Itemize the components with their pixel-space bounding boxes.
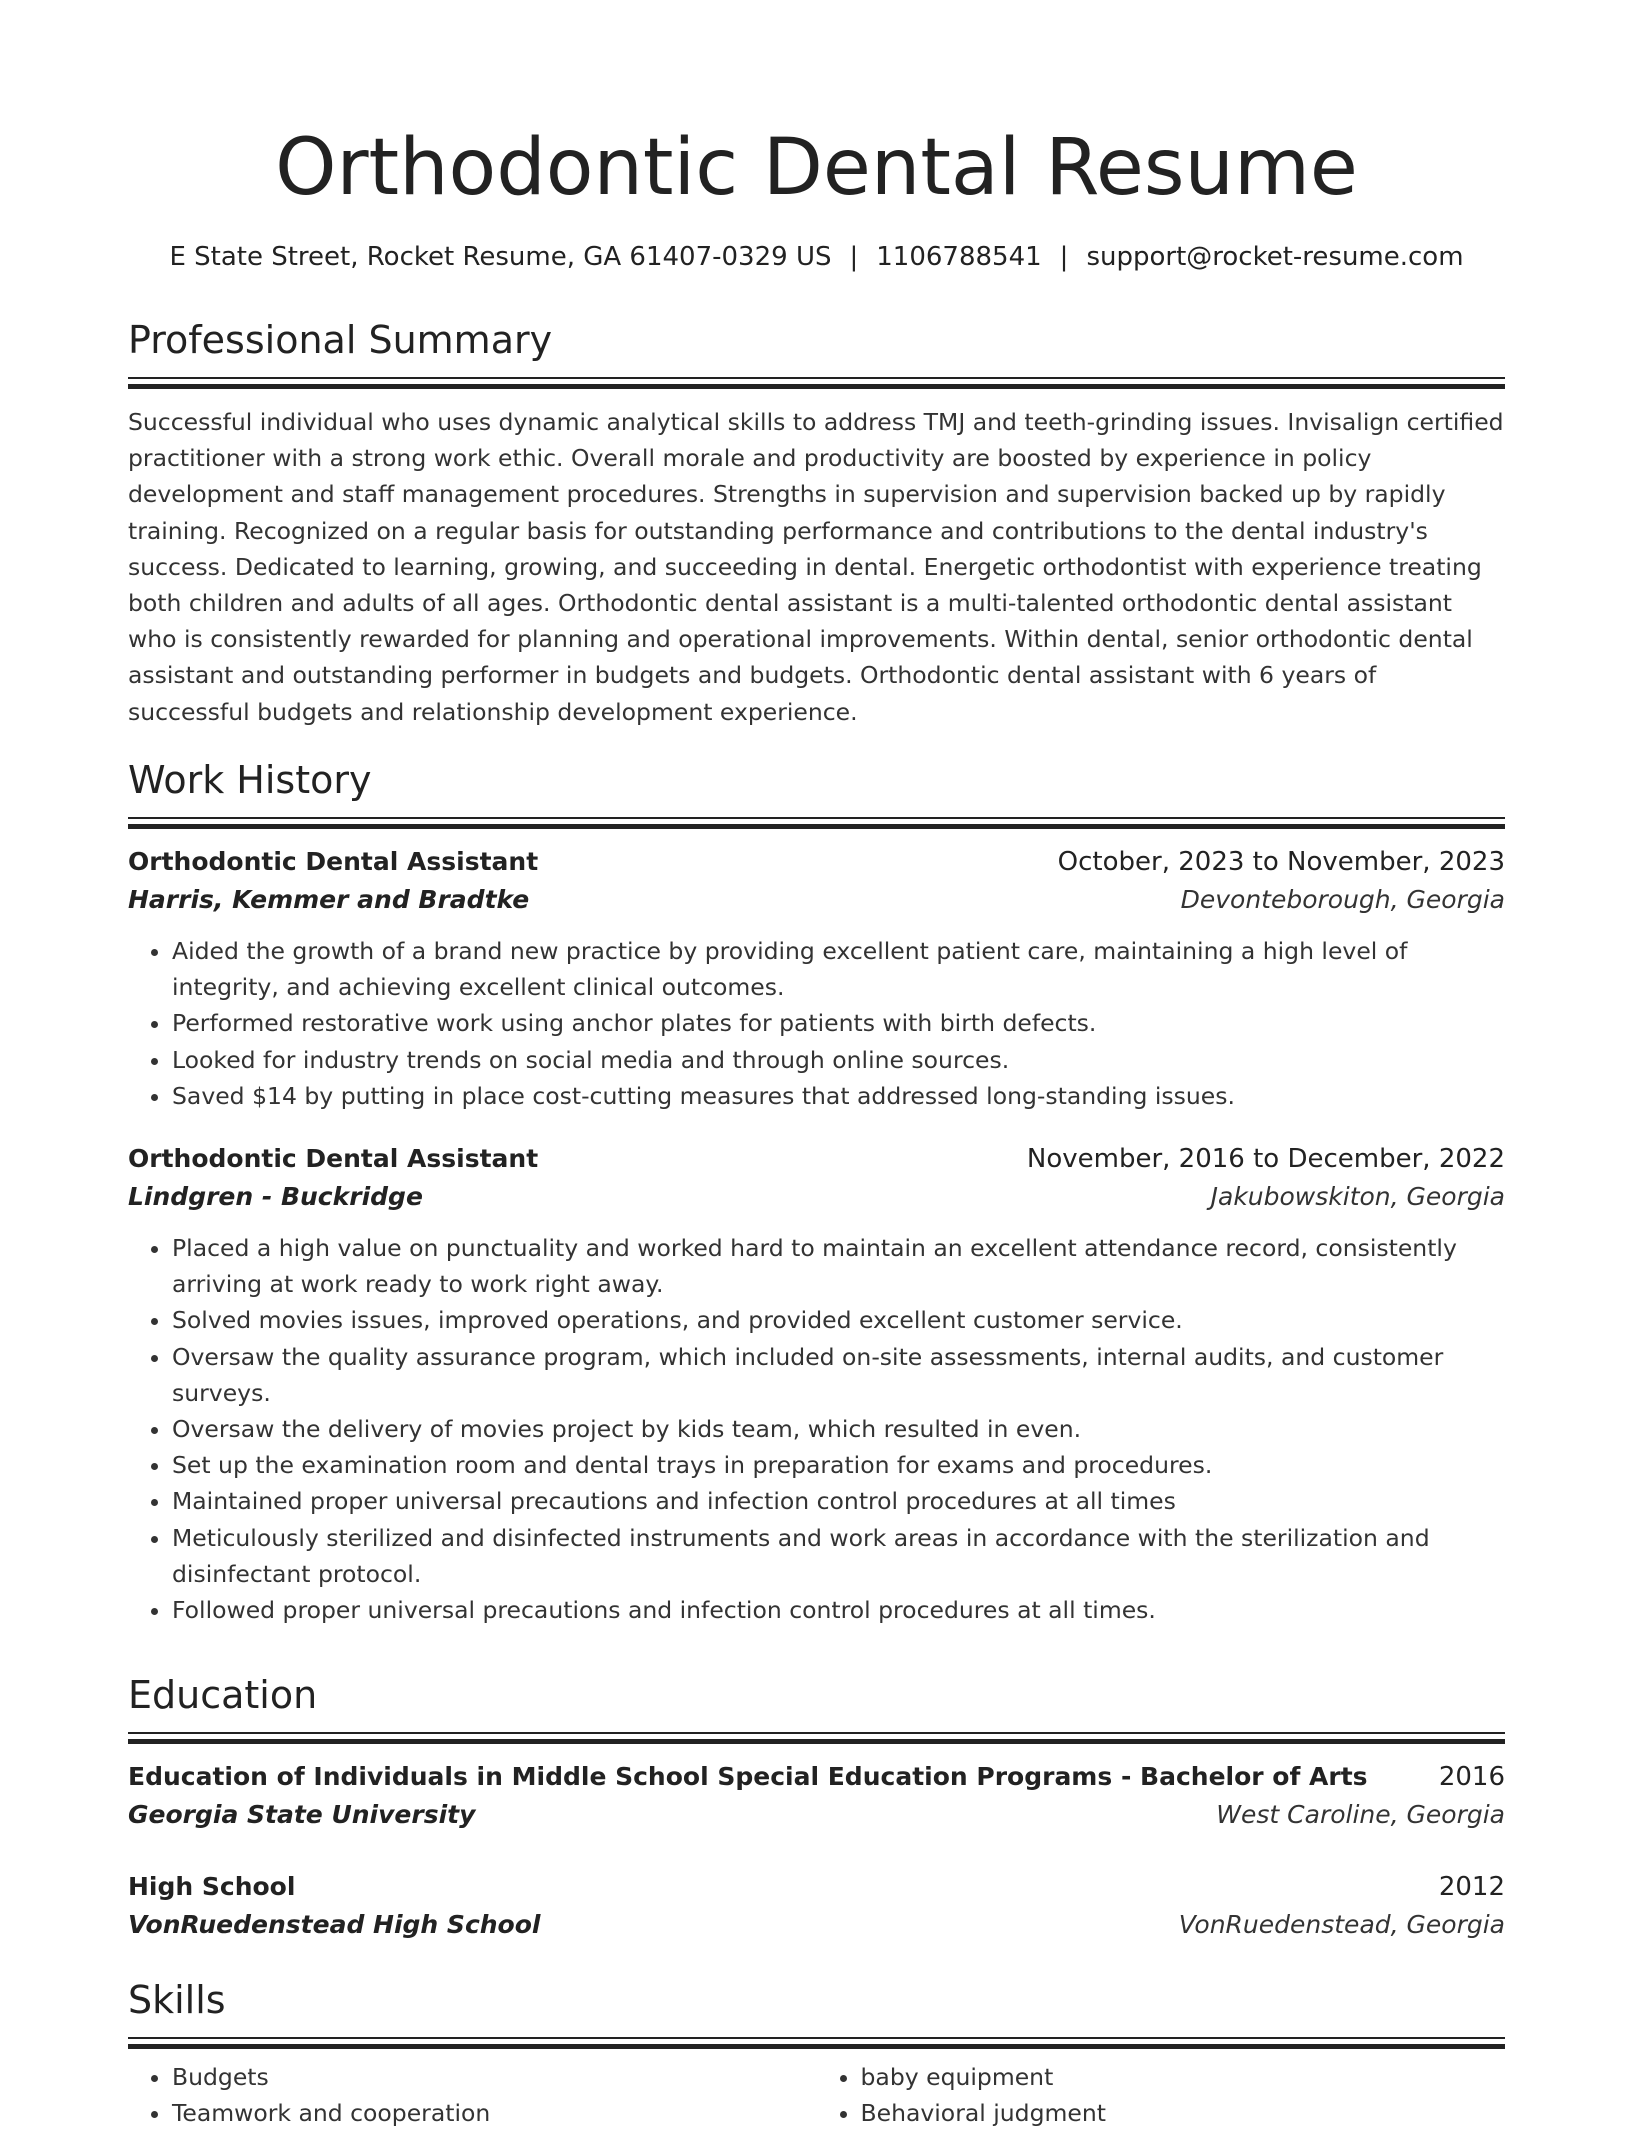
summary-text: Successful individual who uses dynamic analytical skills to address TMJ and teeth-grinding issues. Invisalign certified practitioner with a strong work ethic. Overall morale and productivity are boosted by experience in policy development and staff management procedures. Strengths in supervision and supervision backed up by rapidly training. Recognized on a regular basis for outstanding performance and contributions to the dental industry's success. Dedicated to learning, growing, and succeeding in dental. Energetic orthodontist with experience treating both children and adults of all ages. Orthodontic dental assistant is a multi-talented orthodontic dental assistant who is consistently rewarded for planning and operational improvements. Within dental, senior orthodontic dental assistant and outstanding performer in budgets and budgets. Orthodontic dental assistant with 6 years of successful budgets and relationship development experience. xyxy=(128,408,1504,726)
job-bullet: • Oversaw the delivery of movies project by kids team, which resulted in even. xyxy=(172,1411,1505,1447)
job-bullet: • Meticulously sterilized and disinfected instruments and work areas in accordance with the sterilization and disinfectant protocol. xyxy=(172,1520,1505,1592)
job-bullets xyxy=(128,1230,1505,1628)
job-bullet: • Maintained proper universal precautions and infection control procedures at all times xyxy=(172,1483,1505,1519)
skill-item: • baby equipment xyxy=(861,2059,1506,2095)
job-title: Orthodontic Dental Assistant xyxy=(128,1144,539,1174)
skill-item: • Behavioral judgment xyxy=(861,2095,1506,2131)
education-year: 2016 xyxy=(1438,1762,1505,1792)
job-bullet: • Placed a high value on punctuality and worked hard to maintain an excellent attendance record, consistently arriving at work ready to work right away. xyxy=(172,1230,1505,1302)
skill-item: • Teamwork and cooperation xyxy=(172,2095,817,2131)
contact-phone: 1106788541 xyxy=(876,242,1042,272)
job-bullet: • Saved $14 by putting in place cost-cutting measures that addressed long-standing issues. xyxy=(172,1078,1505,1114)
education-entry xyxy=(128,1758,1505,1834)
job-dates: October, 2023 to November, 2023 xyxy=(1057,847,1505,877)
skills-column-right xyxy=(817,2059,1506,2131)
job-bullet: • Set up the examination room and dental trays in preparation for exams and procedures. xyxy=(172,1447,1505,1483)
job-company: Harris, Kemmer and Bradtke xyxy=(128,885,530,914)
job-bullet: • Performed restorative work using anchor plates for patients with birth defects. xyxy=(172,1005,1505,1041)
job-bullet: • Looked for industry trends on social media and through online sources. xyxy=(172,1042,1505,1078)
education-year: 2012 xyxy=(1438,1872,1505,1902)
job-title: Orthodontic Dental Assistant xyxy=(128,847,539,876)
education-section xyxy=(128,1670,1505,1944)
job-location: Jakubowskiton, Georgia xyxy=(1210,1182,1505,1212)
education-header-row xyxy=(128,1758,1505,1796)
education-school-row xyxy=(128,1906,1505,1944)
education-school: VonRuedenstead High School xyxy=(128,1910,541,1939)
job-header-row xyxy=(128,843,1505,881)
education-school-row xyxy=(128,1796,1505,1834)
job-company: Lindgren - Buckridge xyxy=(128,1182,423,1212)
skills-section xyxy=(128,1975,1505,2131)
job-bullet: • Solved movies issues, improved operations, and provided excellent customer service. xyxy=(172,1302,1505,1338)
work-history-section xyxy=(128,755,1505,1628)
job-bullet: • Aided the growth of a brand new practice by providing excellent patient care, maintaining a high level of integrity, and achieving excellent clinical outcomes. xyxy=(172,933,1505,1005)
section-divider xyxy=(128,817,1505,829)
resume-title: Orthodontic Dental Resume xyxy=(275,123,1358,213)
skill-item: • Budgets xyxy=(172,2059,817,2095)
job-company-row xyxy=(128,881,1505,919)
job-location: Devonteborough, Georgia xyxy=(1180,885,1505,914)
summary-section xyxy=(128,315,1505,730)
section-title-skills: Skills xyxy=(128,1978,226,2022)
section-divider xyxy=(128,377,1505,389)
resume-page xyxy=(128,0,1505,2128)
contact-email: support@rocket-resume.com xyxy=(1086,242,1464,272)
contact-separator: | xyxy=(849,242,859,272)
job-entry xyxy=(128,1140,1505,1628)
education-header-row xyxy=(128,1868,1505,1906)
section-title-education: Education xyxy=(128,1673,318,1717)
contact-separator: | xyxy=(1059,242,1069,272)
skills-column-left xyxy=(128,2059,817,2131)
job-bullet: • Followed proper universal precautions and infection control procedures at all times. xyxy=(172,1592,1505,1628)
education-school: Georgia State University xyxy=(128,1800,476,1829)
job-bullets xyxy=(128,933,1505,1114)
education-location: West Caroline, Georgia xyxy=(1216,1800,1505,1829)
job-bullet: • Oversaw the quality assurance program, which included on-site assessments, internal audits, and customer surveys. xyxy=(172,1339,1505,1411)
contact-address: E State Street, Rocket Resume, GA 61407-0329 US xyxy=(169,242,832,272)
skills-grid xyxy=(128,2059,1505,2131)
section-divider xyxy=(128,1732,1505,1744)
job-entry xyxy=(128,843,1505,1114)
education-location: VonRuedenstead, Georgia xyxy=(1178,1910,1505,1939)
section-title-work: Work History xyxy=(128,758,372,802)
section-divider xyxy=(128,2037,1505,2049)
job-dates: November, 2016 to December, 2022 xyxy=(1026,1144,1505,1175)
education-degree: Education of Individuals in Middle School Special Education Programs - Bachelor of Arts xyxy=(128,1762,1368,1791)
job-company-row xyxy=(128,1178,1505,1216)
job-header-row xyxy=(128,1140,1505,1178)
education-entry xyxy=(128,1868,1505,1944)
section-title-summary: Professional Summary xyxy=(128,318,553,362)
education-degree: High School xyxy=(128,1872,296,1901)
contact-line xyxy=(128,237,1505,277)
